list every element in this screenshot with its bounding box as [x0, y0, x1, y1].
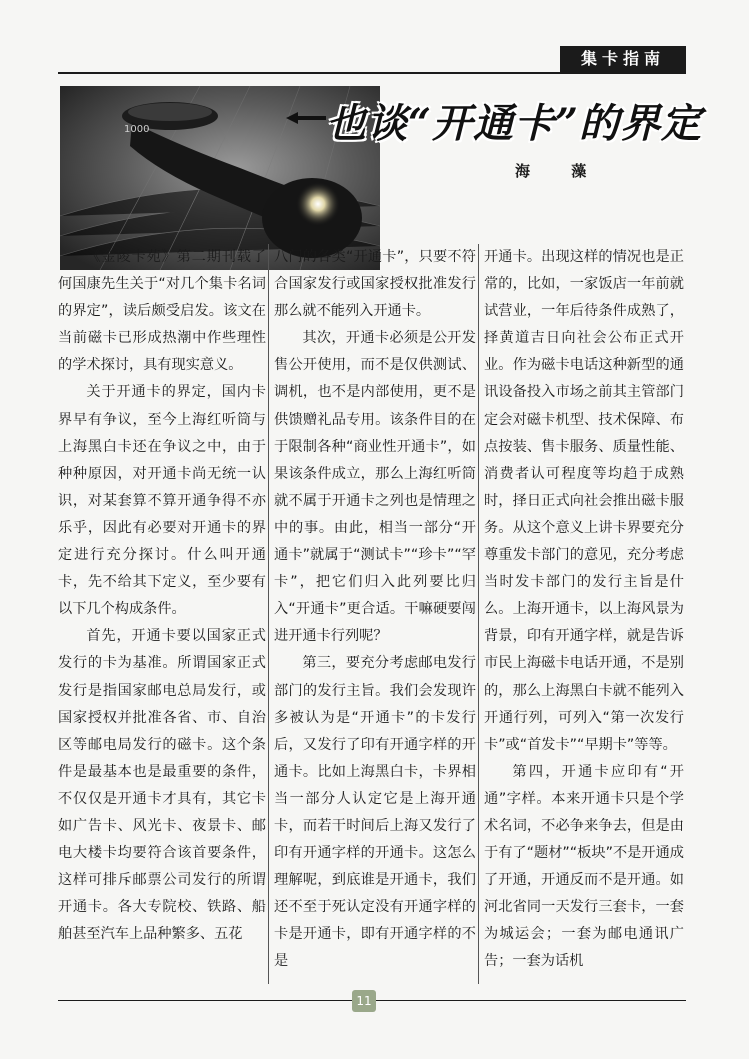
- paragraph: 第三，要充分考虑邮电发行部门的发行主旨。我们会发现许多被认为是“开通卡”的卡发行后，又发行了印有开通字样的开通卡。比如上海黑白卡，卡界相当一部分人认定它是上海开通卡，而若干时间后上海又发行了印有开通字样的开通卡。这怎么理解呢，到底谁是开通卡，我们还不至于死认定没有开通字样的卡是开通卡，即有开通字样的不是: [274, 655, 476, 970]
- text-column-3: [484, 244, 684, 976]
- handset-digits: 1000: [124, 124, 150, 135]
- title-arrow-icon: [286, 112, 326, 124]
- text-column-1: [58, 244, 266, 948]
- header-rule: [58, 72, 686, 74]
- article-author: 海 藻: [515, 162, 605, 180]
- paragraph: 其次，开通卡必须是公开发售公开使用，而不是仅供测试、调机，也不是内部使用，更不是供馈赠礼品专用。该条件目的在于限制各种“商业性开通卡”，如果该条件成立，那么上海红听筒就不属于开通卡之列也是情理之中的事。由此，相当一部分“开通卡”就属于“测试卡”“珍卡”“罕卡”，把它们归入此列要比归入“开通卡”更合适。干嘛硬要闯进开通卡行列呢？: [274, 330, 476, 645]
- column-divider: [478, 244, 479, 984]
- column-divider: [268, 244, 269, 984]
- section-tag: 集卡指南: [560, 46, 686, 72]
- article-title: 也谈“开通卡”的界定: [326, 100, 703, 147]
- text-column-2: [274, 244, 476, 976]
- paragraph: 第四，开通卡应印有“开通”字样。本来开通卡只是个学术名词，不必争来争去，但是由于有了“题材”“板块”不是开通成了开通，开通反而不是开通。如河北省同一天发行三套卡，一套为城运会；一套为邮电通讯广告；一套为话机: [484, 763, 684, 970]
- paragraph: 首先，开通卡要以国家正式发行的卡为基准。所谓国家正式发行是指国家邮电总局发行，或国家授权并批准各省、市、自治区等邮电局发行的磁卡。这个条件是最基本也是最重要的条件，不仅仅是开通卡才具有，其它卡如广告卡、风光卡、夜景卡、邮电大楼卡均要符合该首要条件，这样可排斥邮票公司发行的所谓开通卡。各大专院校、铁路、船舶甚至汽车上品种繁多、五花: [58, 628, 266, 943]
- paragraph: 八门的各类“开通卡”，只要不符合国家发行或国家授权批准发行那么就不能列入开通卡。: [274, 249, 476, 320]
- paragraph: 开通卡。出现这样的情况也是正常的，比如，一家饭店一年前就试营业，一年后待条件成熟了，择黄道吉日向社会公布正式开业。作为磁卡电话这种新型的通讯设备投入市场之前其主管部门定会对磁卡机型、技术保障、布点按装、售卡服务、质量性能、消费者认可程度等均趋于成熟时，择日正式向社会推出磁卡服务。从这个意义上讲卡界要充分尊重发卡部门的意见，充分考虑当时发卡部门的发行主旨是什么。上海开通卡，以上海风景为背景，印有开通字样，就是告诉市民上海磁卡电话开通，不是别的，那么上海黑白卡就不能列入开通行列，可列入“第一次发行卡”或“首发卡”“早期卡”等等。: [484, 249, 684, 753]
- page-number: 11: [352, 990, 376, 1012]
- paragraph: 《金陵卡苑》第二期刊载了何国康先生关于“对几个集卡名词的界定”，读后颇受启发。该文在当前磁卡已形成热潮中作些理性的学术探讨，具有现实意义。: [58, 249, 266, 374]
- paragraph: 关于开通卡的界定，国内卡界早有争议，至今上海红听筒与上海黑白卡还在争议之中，由于种种原因，对开通卡尚无统一认识，对某套算不算开通争得不亦乐乎，因此有必要对开通卡的界定进行充分探讨。什么叫开通卡，先不给其下定义，至少要有以下几个构成条件。: [58, 384, 266, 618]
